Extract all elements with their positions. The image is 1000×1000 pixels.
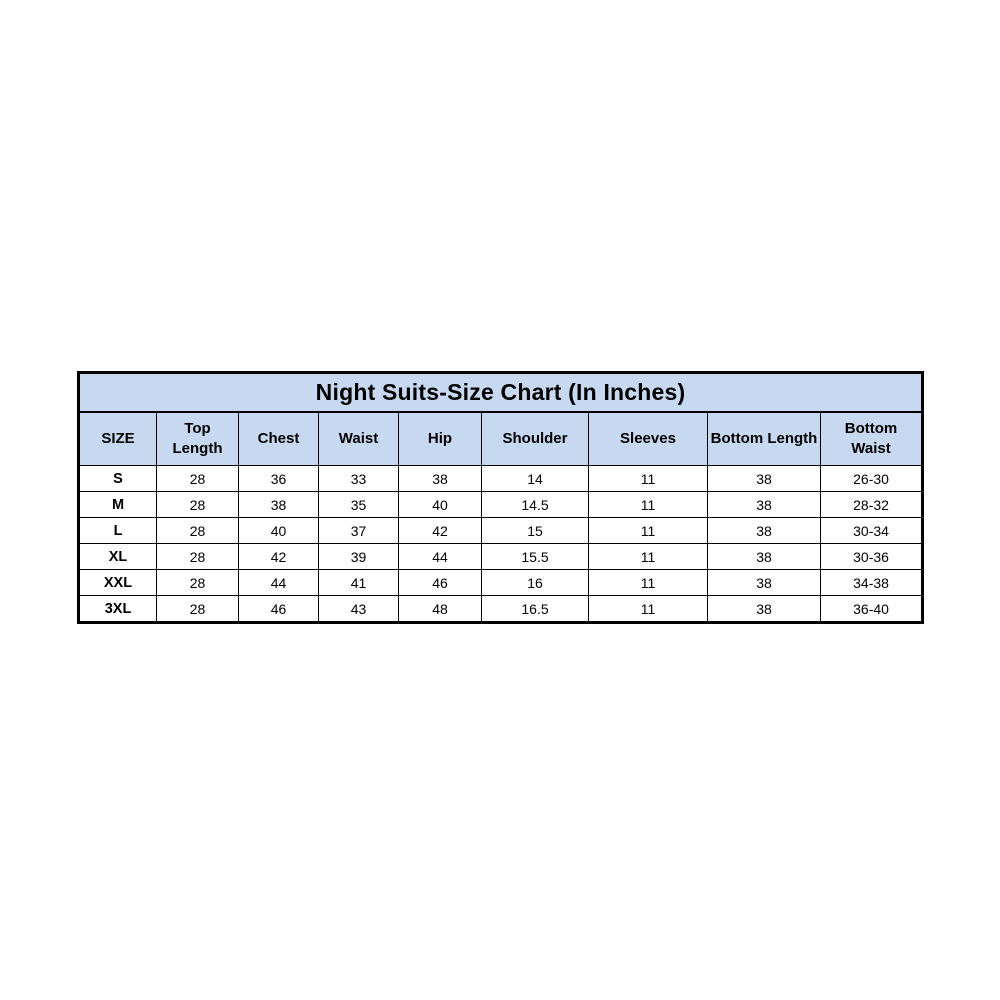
size-chart-table bbox=[77, 371, 924, 624]
column-header: Chest bbox=[239, 412, 319, 466]
column-header: Shoulder bbox=[482, 412, 589, 466]
table-cell: 42 bbox=[239, 544, 319, 570]
table-row bbox=[79, 570, 923, 596]
column-header: Top Length bbox=[157, 412, 239, 466]
table-row bbox=[79, 518, 923, 544]
table-cell: 38 bbox=[708, 518, 821, 544]
table-cell: 14.5 bbox=[482, 492, 589, 518]
table-cell: 11 bbox=[589, 570, 708, 596]
table-cell: 42 bbox=[399, 518, 482, 544]
table-cell: 15 bbox=[482, 518, 589, 544]
table-cell: 38 bbox=[708, 544, 821, 570]
table-cell: 43 bbox=[319, 596, 399, 623]
table-cell: 37 bbox=[319, 518, 399, 544]
column-header: Waist bbox=[319, 412, 399, 466]
table-cell: 41 bbox=[319, 570, 399, 596]
table-cell: 44 bbox=[399, 544, 482, 570]
table-cell: 11 bbox=[589, 544, 708, 570]
column-header: Bottom Length bbox=[708, 412, 821, 466]
table-cell: 34-38 bbox=[821, 570, 923, 596]
table-cell: 14 bbox=[482, 466, 589, 492]
table-cell: 28 bbox=[157, 518, 239, 544]
table-cell: 11 bbox=[589, 518, 708, 544]
column-header: Hip bbox=[399, 412, 482, 466]
table-cell: 38 bbox=[708, 570, 821, 596]
table-cell: 38 bbox=[239, 492, 319, 518]
size-label-cell: XXL bbox=[79, 570, 157, 596]
chart-title: Night Suits-Size Chart (In Inches) bbox=[79, 373, 923, 413]
table-cell: 40 bbox=[239, 518, 319, 544]
table-header-row bbox=[79, 412, 923, 466]
table-cell: 16.5 bbox=[482, 596, 589, 623]
table-title-row bbox=[79, 373, 923, 413]
table-cell: 28 bbox=[157, 596, 239, 623]
size-label-cell: XL bbox=[79, 544, 157, 570]
table-row bbox=[79, 596, 923, 623]
table-cell: 36-40 bbox=[821, 596, 923, 623]
column-header: Bottom Waist bbox=[821, 412, 923, 466]
column-header: SIZE bbox=[79, 412, 157, 466]
table-cell: 26-30 bbox=[821, 466, 923, 492]
table-cell: 38 bbox=[708, 596, 821, 623]
table-cell: 35 bbox=[319, 492, 399, 518]
size-label-cell: S bbox=[79, 466, 157, 492]
size-label-cell: M bbox=[79, 492, 157, 518]
table-cell: 46 bbox=[239, 596, 319, 623]
table-cell: 38 bbox=[399, 466, 482, 492]
table-cell: 28 bbox=[157, 544, 239, 570]
size-chart bbox=[77, 371, 921, 624]
table-cell: 46 bbox=[399, 570, 482, 596]
table-cell: 40 bbox=[399, 492, 482, 518]
table-cell: 30-34 bbox=[821, 518, 923, 544]
table-cell: 11 bbox=[589, 492, 708, 518]
table-row bbox=[79, 544, 923, 570]
table-cell: 39 bbox=[319, 544, 399, 570]
column-header: Sleeves bbox=[589, 412, 708, 466]
table-body bbox=[79, 466, 923, 623]
table-cell: 30-36 bbox=[821, 544, 923, 570]
size-label-cell: 3XL bbox=[79, 596, 157, 623]
table-cell: 38 bbox=[708, 492, 821, 518]
table-cell: 28 bbox=[157, 466, 239, 492]
table-cell: 48 bbox=[399, 596, 482, 623]
table-cell: 28 bbox=[157, 570, 239, 596]
table-row bbox=[79, 466, 923, 492]
table-cell: 28-32 bbox=[821, 492, 923, 518]
table-cell: 36 bbox=[239, 466, 319, 492]
table-cell: 11 bbox=[589, 596, 708, 623]
size-label-cell: L bbox=[79, 518, 157, 544]
table-cell: 15.5 bbox=[482, 544, 589, 570]
table-cell: 11 bbox=[589, 466, 708, 492]
table-cell: 44 bbox=[239, 570, 319, 596]
table-cell: 28 bbox=[157, 492, 239, 518]
table-cell: 38 bbox=[708, 466, 821, 492]
table-cell: 33 bbox=[319, 466, 399, 492]
table-cell: 16 bbox=[482, 570, 589, 596]
table-row bbox=[79, 492, 923, 518]
